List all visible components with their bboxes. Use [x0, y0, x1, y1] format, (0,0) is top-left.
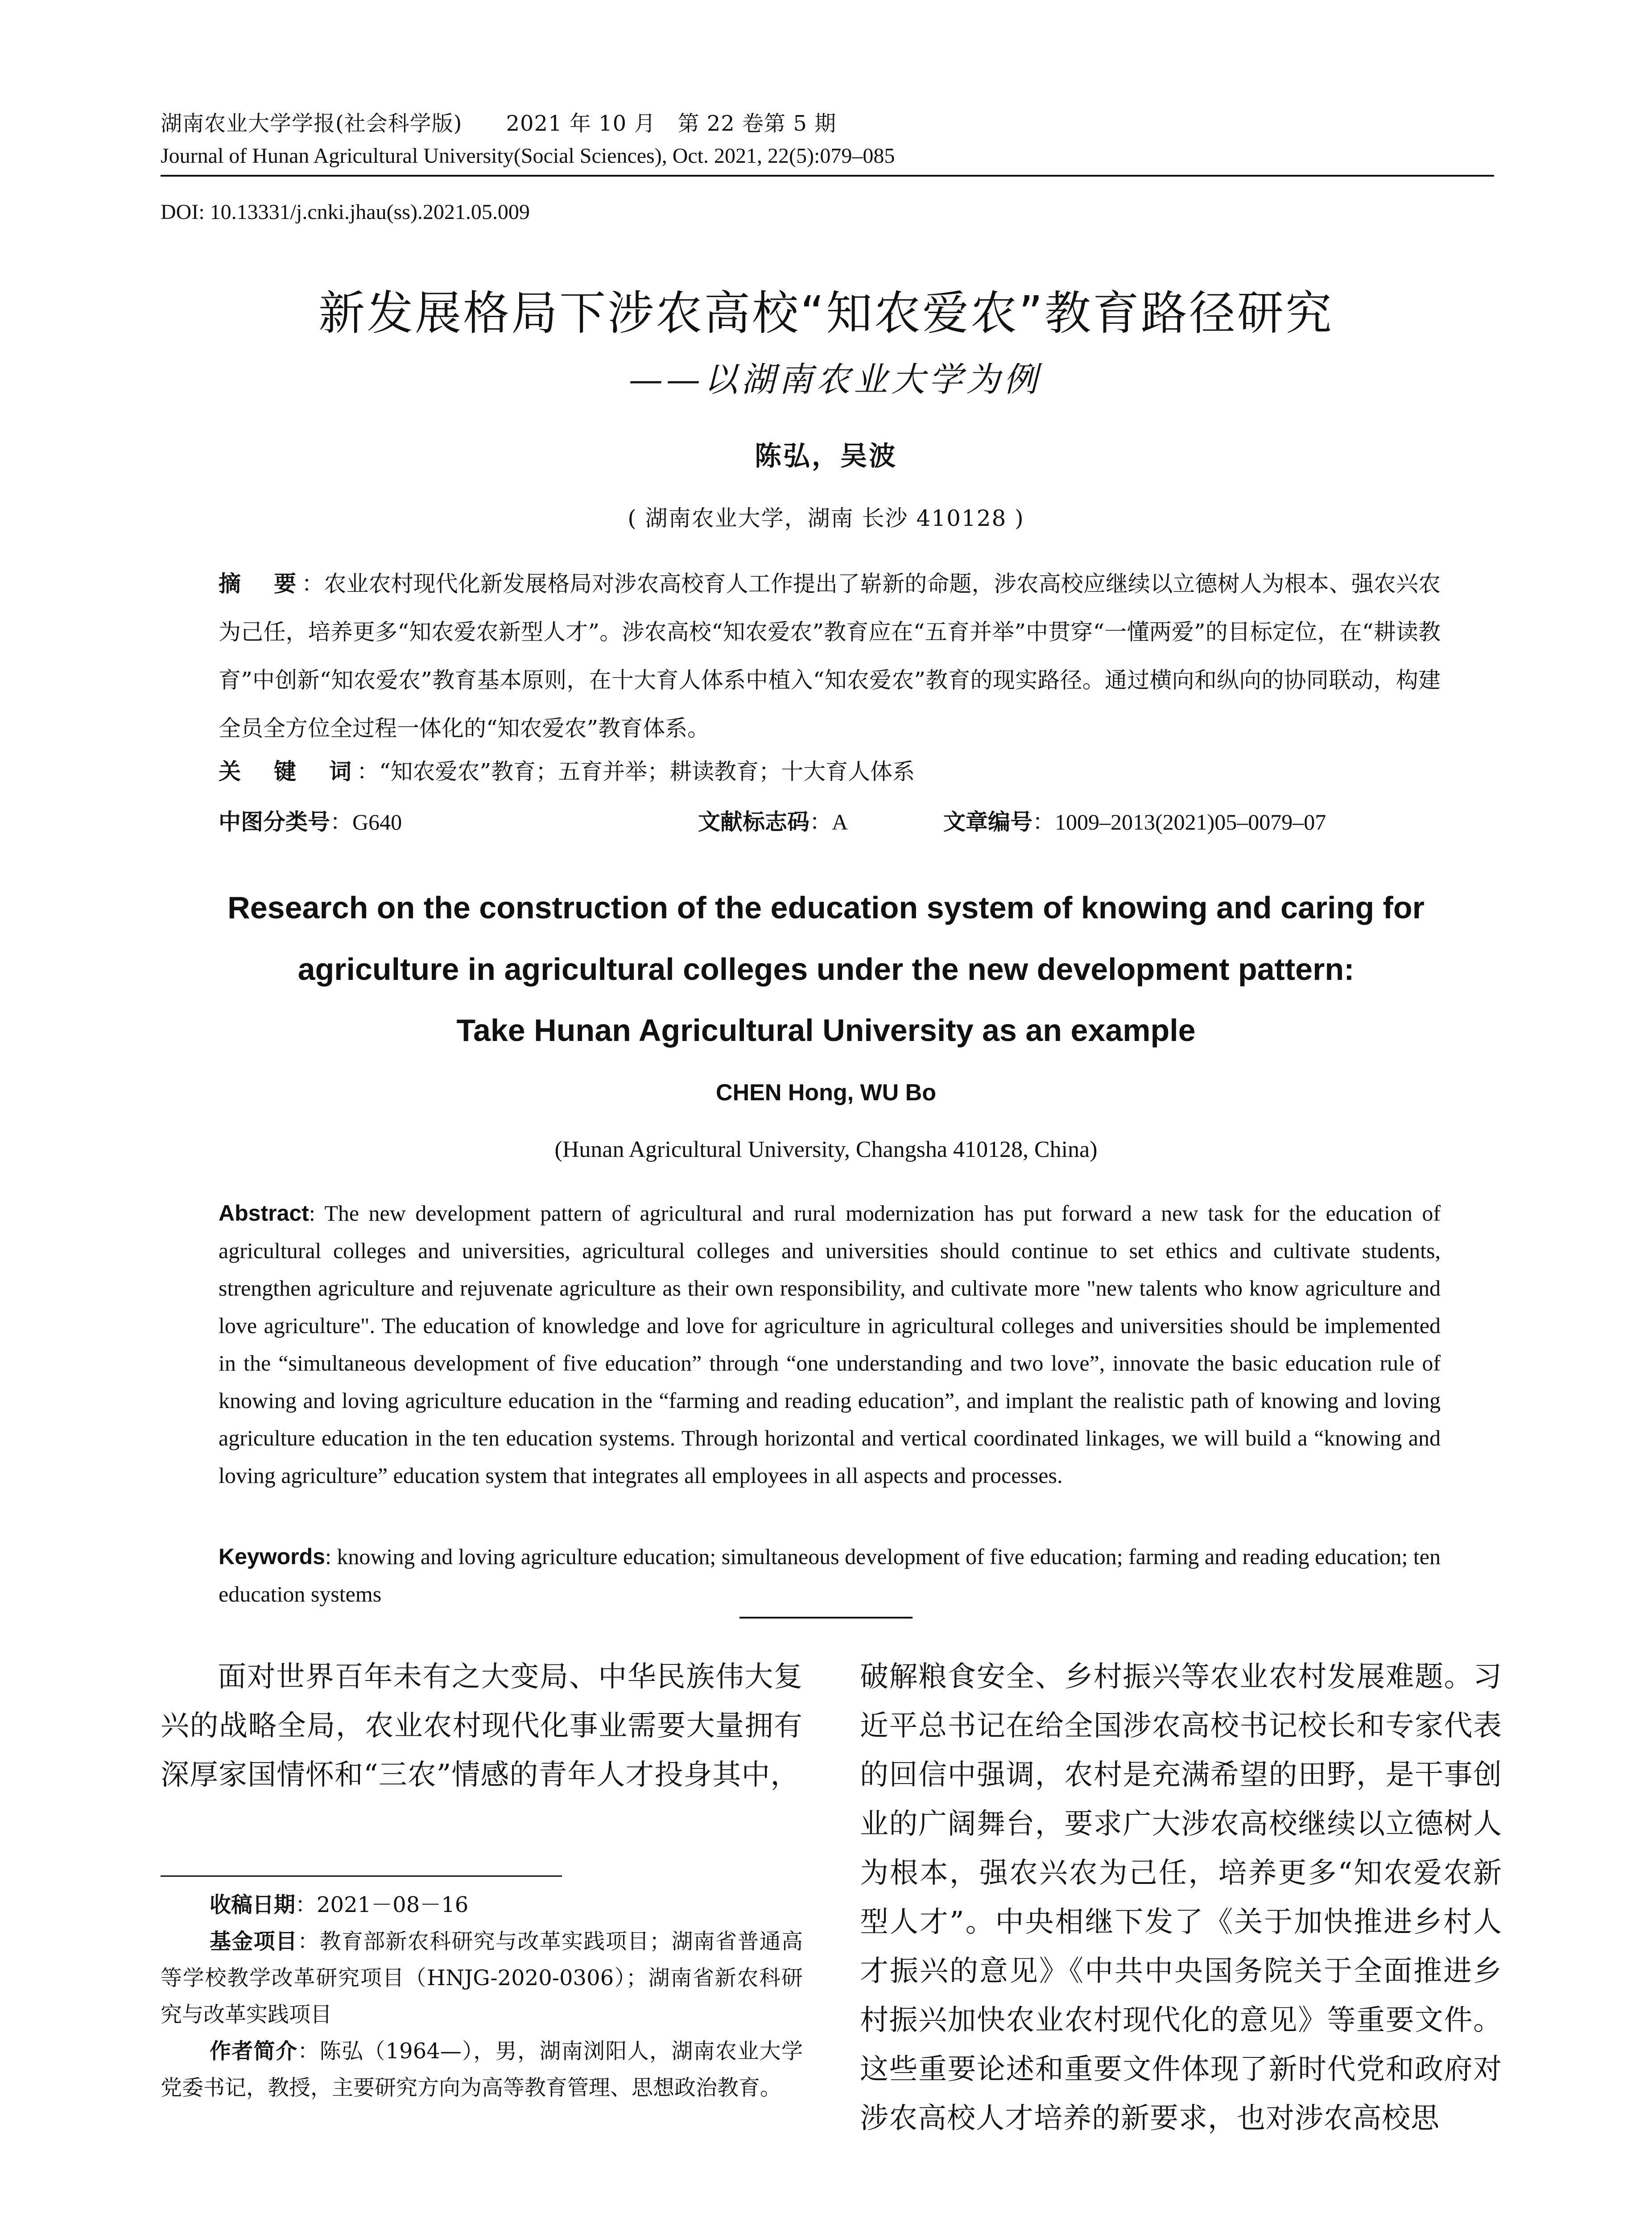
affiliation-cn: ( 湖南农业大学，湖南 长沙 410128 )	[628, 505, 1024, 531]
article-title-en-line1: Research on the construction of the education system of knowing and caring for	[227, 890, 1425, 925]
keywords-en	[219, 1538, 1441, 1613]
article-title-cn: 新发展格局下涉农高校“知农爱农”教育路径研究	[318, 286, 1334, 340]
article-number-value: 1009–2013(2021)05–0079–07	[1055, 809, 1326, 834]
affiliation-en: (Hunan Agricultural University, Changsha 410128, China)	[554, 1137, 1098, 1162]
footnote-fund	[161, 1923, 803, 2033]
keywords-cn-text: “知农爱农”教育；五育并举；耕读教育；十大育人体系	[379, 759, 915, 785]
doc-code-label: 文献标志码	[698, 809, 809, 835]
footnote-received	[161, 1887, 803, 1923]
journal-header-cn: 湖南农业大学学报(社会科学版) 2021 年 10 月 第 22 卷第 5 期	[161, 111, 837, 136]
body-column-right: 破解粮食安全、乡村振兴等农业农村发展难题。习近平总书记在给全国涉农高校书记校长和专家代表的回信中强调，农村是充满希望的田野，是干事创业的广阔舞台，要求广大涉农高校继续以立德树人为根本，强农兴农为己任，培养更多“知农爱农新型人才”。中央相继下发了《关于加快推进乡村人才振兴的意见》《中共中央国务院关于全面推进乡村振兴加快农业农村现代化的意见》等重要文件。这些重要论述和重要文件体现了新时代党和政府对涉农高校人才培养的新要求，也对涉农高校思	[860, 1660, 1502, 2135]
received-value: ：2021－08－16	[295, 1892, 469, 1917]
section-divider	[739, 1617, 913, 1619]
abstract-en-text: : The new development pattern of agricultural and rural modernization has put forward a new task for the education of agricultural colleges and universities, agricultural colleges and universities should continue to set ethics and cultivate students, strengthen agriculture and rejuvenate agriculture as their own responsibility, and cultivate more "new talents who know agriculture and love agriculture". The education of knowledge and love for agriculture in agricultural colleges and universities should be implemented in the “simultaneous development of five education” through “one understanding and two love”, innovate the basic education rule of knowing and loving agriculture education in the “farming and reading education”, and implant the realistic path of knowing and loving agriculture education in the ten education systems. Through horizontal and vertical coordinated linkages, we will build a “knowing and loving agriculture” education system that integrates all employees in all aspects and processes.	[219, 1201, 1441, 1488]
author-bio-value: ：陈弘（1964—），男，湖南浏阳人，湖南农业大学党委书记，教授，主要研究方向为高等教育管理、思想政治教育。	[161, 2039, 803, 2100]
header-divider	[161, 175, 1494, 177]
received-label: 收稿日期	[210, 1892, 296, 1917]
abstract-cn-label: 摘 要	[219, 571, 302, 597]
fund-value: ：教育部新农科研究与改革实践项目；湖南省普通高等学校教学改革研究项目（HNJG-2020-0306）；湖南省新农科研究与改革实践项目	[161, 1929, 803, 2027]
clc-label: 中图分类号	[219, 809, 330, 835]
abstract-en-label: Abstract	[219, 1201, 309, 1226]
footnote-author	[161, 2033, 803, 2106]
abstract-cn: 摘 要：农业农村现代化新发展格局对涉农高校育人工作提出了崭新的命题，涉农高校应继续以立德树人为根本、强农兴农为己任，培养更多“知农爱农新型人才”。涉农高校“知农爱农”教育应在“五育并举”中贯穿“一懂两爱”的目标定位，在“耕读教育”中创新“知农爱农”教育基本原则，在十大育人体系中植入“知农爱农”教育的现实路径。通过横向和纵向的协同联动，构建全员全方位全过程一体化的“知农爱农”教育体系。	[219, 571, 1441, 741]
article-subtitle-cn: ——以湖南农业大学为例	[629, 359, 1041, 399]
clc-number: 中图分类号：G640	[219, 809, 402, 835]
keywords-cn: 关 键 词：“知农爱农”教育；五育并举；耕读教育；十大育人体系	[219, 759, 915, 785]
fund-label: 基金项目	[210, 1929, 298, 1954]
authors-cn: 陈弘，吴波	[755, 441, 897, 472]
document-code: 文献标志码：A	[698, 809, 848, 835]
article-title-en-line3: Take Hunan Agricultural University as an example	[456, 1013, 1196, 1048]
body-column-left: 面对世界百年未有之大变局、中华民族伟大复兴的战略全局，农业农村现代化事业需要大量拥有深厚家国情怀和“三农”情感的青年人才投身其中，	[161, 1660, 803, 1792]
keywords-en-text: : knowing and loving agriculture education; simultaneous development of five education; farming and reading education; ten education systems	[219, 1544, 1441, 1606]
article-number-label: 文章编号	[943, 809, 1032, 835]
keywords-en-label: Keywords	[219, 1544, 325, 1569]
author-bio-label: 作者简介	[210, 2039, 298, 2064]
authors-en: CHEN Hong, WU Bo	[716, 1080, 936, 1106]
footnote-divider	[161, 1875, 562, 1877]
clc-value: G640	[352, 809, 402, 834]
footnotes	[161, 1887, 803, 2106]
doc-code-value: A	[832, 809, 848, 834]
abstract-en	[219, 1194, 1441, 1494]
abstract-cn-text: 农业农村现代化新发展格局对涉农高校育人工作提出了崭新的命题，涉农高校应继续以立德树人为根本、强农兴农为己任，培养更多“知农爱农新型人才”。涉农高校“知农爱农”教育应在“五育并举”中贯穿“一懂两爱”的目标定位，在“耕读教育”中创新“知农爱农”教育基本原则，在十大育人体系中植入“知农爱农”教育的现实路径。通过横向和纵向的协同联动，构建全员全方位全过程一体化的“知农爱农”教育体系。	[219, 571, 1441, 741]
keywords-cn-label: 关 键 词	[219, 759, 357, 785]
article-number: 文章编号：1009–2013(2021)05–0079–07	[943, 809, 1326, 835]
article-title-en-line2: agriculture in agricultural colleges under the new development pattern:	[297, 952, 1355, 987]
journal-header-en: Journal of Hunan Agricultural University(Social Sciences), Oct. 2021, 22(5):079–085	[161, 144, 895, 168]
doi: DOI: 10.13331/j.cnki.jhau(ss).2021.05.009	[161, 200, 530, 224]
